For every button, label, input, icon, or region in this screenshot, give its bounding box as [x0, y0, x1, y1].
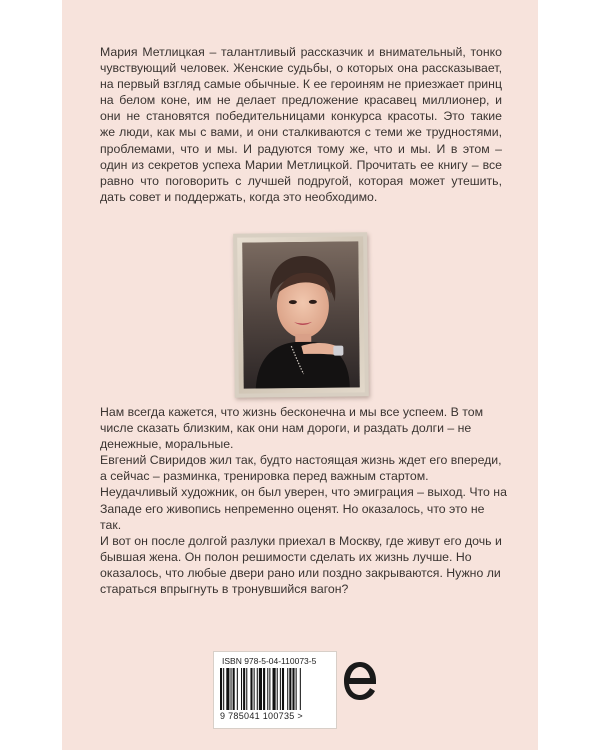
annotation-paragraph-3: И вот он после долгой разлуки приехал в Москву, где живут его дочь и бывшая жена. Он полон решимости сделать их жизнь лучше. Но оказалось, что любые двери рано или поздно закрываются. Нужно ли стараться впрыгнуть в тронувшийся вагон?: [100, 533, 502, 597]
barcode-digits: 9 785041 100735 >: [220, 711, 303, 721]
author-portrait-photo: [242, 241, 360, 388]
annotation-paragraph-2: Евгений Свиридов жил так, будто настоящая жизнь ждет его впереди, а сейчас – разминка, тренировка перед важным стартом. Неудачливый художник, он был уверен, что эмиграция – выход. Что на Западе его живопись непременно оценят. Но оказалось, что это не так.: [100, 453, 507, 532]
book-annotation: [100, 404, 508, 597]
author-description-text: Мария Метлицкая – талантливый рассказчик и внимательный, тонко чувствующий человек. Женские судьбы, о которых она рассказывает, на первый взгляд самые обычные. К ее героиням не приезжает принц на белом коне, им не делает предложение красавец миллионер, и они не становятся победительницами конкурса красоты. Это такие же люди, как мы с вами, и они сталкиваются с теми же трудностями, проблемами, что и мы. И радуются тому же, что и мы. И в этом – один из секретов успеха Марии Метлицкой. Прочитать ее книгу – все равно что поговорить с лучшей подругой, которая может утешить, дать совет и поддержать, когда это необходимо.: [100, 45, 502, 204]
author-description: [100, 44, 502, 205]
portrait-illustration: [242, 241, 360, 388]
eksmo-logo-icon: [342, 660, 378, 702]
author-photo-frame: [233, 232, 369, 397]
isbn-label: ISBN 978-5-04-110073-5: [222, 656, 317, 666]
barcode-icon: [220, 668, 330, 710]
annotation-paragraph-1: Нам всегда кажется, что жизнь бесконечна и мы все успеем. В том числе сказать близким, как они нам дороги, и раздать долги – не денежные, моральные.: [100, 405, 484, 452]
isbn-barcode-box: [213, 651, 337, 729]
